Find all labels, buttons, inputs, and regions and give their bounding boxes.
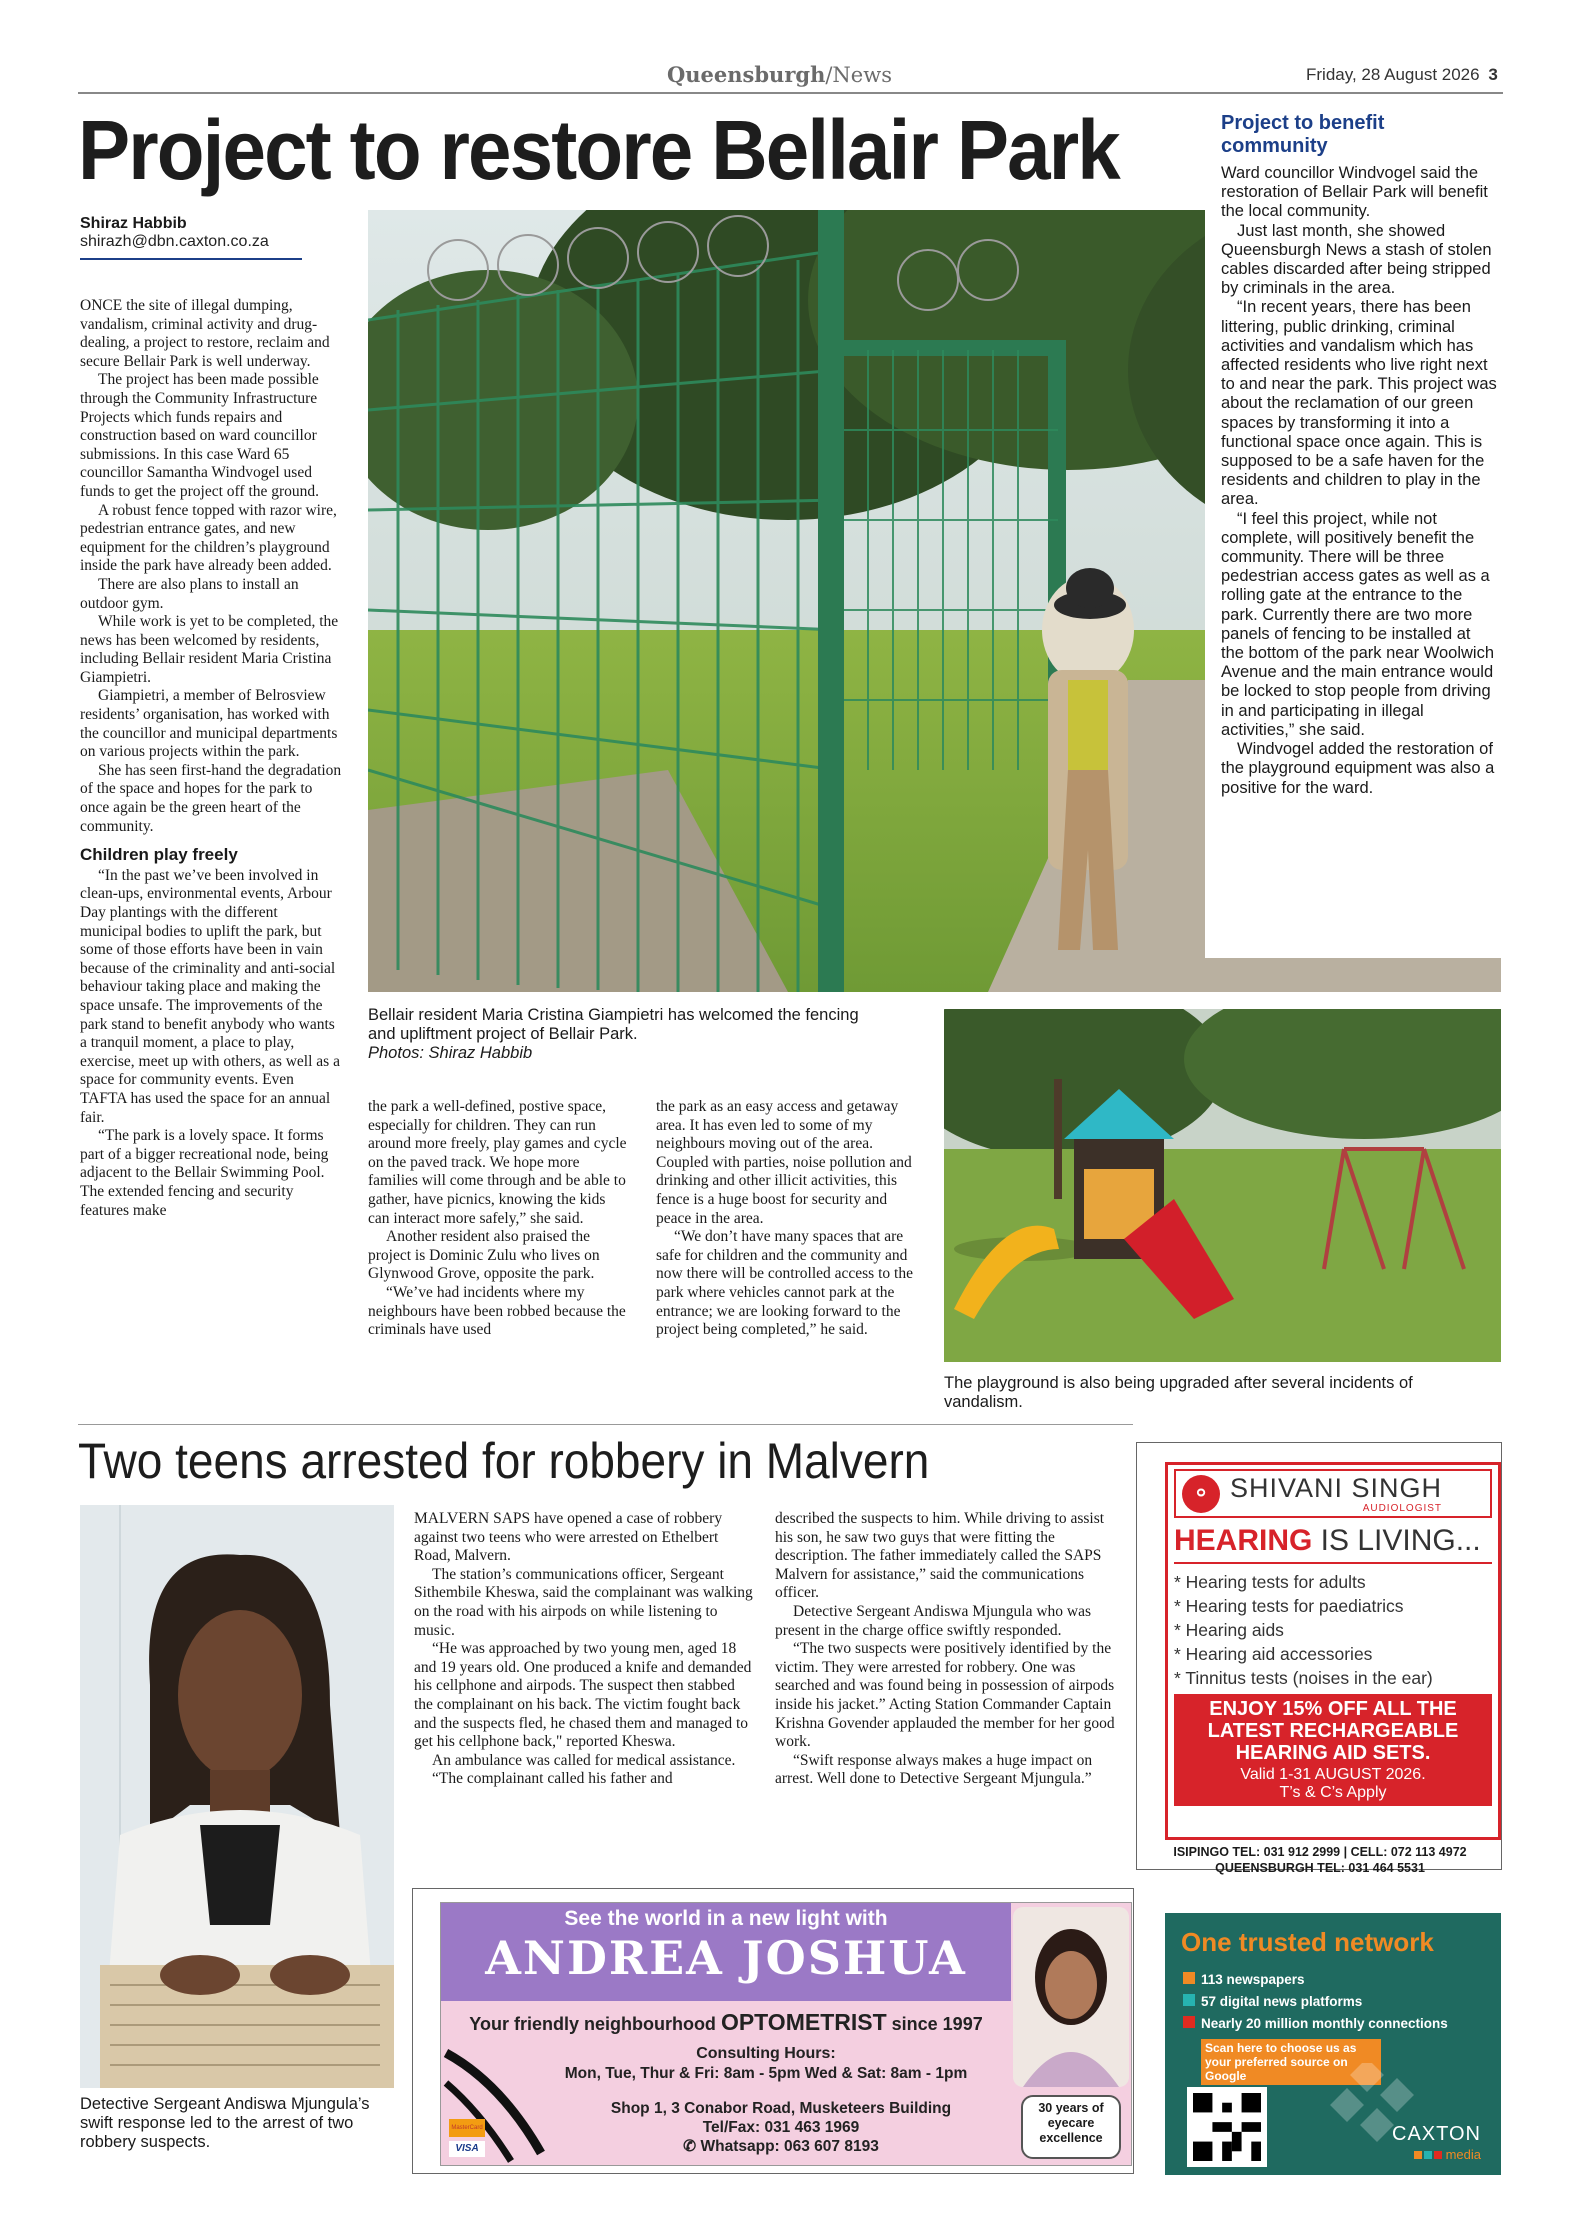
color-bars-icon	[1414, 2151, 1422, 2159]
date-text: Friday, 28 August 2026	[1306, 65, 1480, 84]
card-mastercard: MasterCard	[449, 2119, 485, 2137]
contact-isipingo: ISIPINGO TEL: 031 912 2999 | CELL: 072 113 4972	[1173, 1845, 1467, 1859]
header-rule	[78, 92, 1503, 94]
opto-address	[551, 2099, 1011, 2156]
address-text: Shop 1, 3 Conabor Road, Musketeers Building	[610, 2100, 952, 2117]
byline-name: Shiraz Habbib	[80, 215, 187, 232]
story2-column-1	[414, 1510, 754, 1789]
story1-column-2	[368, 1098, 630, 1340]
opto-top: See the world in a new light with	[564, 1907, 888, 1930]
paragraph: “The park is a lovely space. It forms part of a bigger recreational node, being adjacent to the Bellair Swimming Pool. The extended fencing and security features make	[80, 1127, 329, 1219]
opto-years-badge: 30 years of eyecare excellence	[1021, 2095, 1121, 2159]
sidebar-heading: Project to benefit community	[1221, 112, 1385, 157]
tel-text: Tel/Fax: 031 463 1969	[702, 2119, 860, 2136]
paragraph: Giampietri, a member of Belrosview residents’ organisation, has worked with the councillor and municipal departments on various projects within the park.	[80, 687, 338, 761]
byline-rule	[80, 258, 302, 260]
sidebar-box	[1205, 108, 1503, 958]
caxton-title: One trusted network	[1181, 1927, 1434, 1957]
paragraph: “In the past we’ve been involved in clean-ups, environmental events, Arbour Day plantings with the different municipal bodies to uplift the park, but some of those efforts have been in vain because of the criminality and anti-social behaviour taking place and making the space unsafe. The improvements of the park stand to benefit anybody who wants a tranquil moment, a place to play, exercise, meet up with others, as well as a space for community events. Even TAFTA has used the space for an annual fair.	[80, 866, 340, 1126]
audiologist-title: AUDIOLOGIST	[1362, 1503, 1443, 1514]
paragraph: “I feel this project, while not complete, will positively benefit the community. There will be three pedestrian access gates as well as a rolling gate at the entrance to the park. Currently there are two more panels of fencing to be installed at the bottom of the park near Woolwich Avenue and the main entrance would be locked to stop people from driving in and participating in illegal activities,” she said.	[1221, 509, 1495, 739]
subhead-children: Children play freely	[80, 845, 238, 865]
headline-bellair: Project to restore Bellair Park	[78, 103, 1119, 197]
paragraph: Just last month, she showed Queensburgh News a stash of stolen cables discarded after being stripped by criminals in the area.	[1221, 221, 1492, 298]
service-item: * Hearing aids	[1174, 1620, 1284, 1640]
caption-playground: The playground is also being upgraded after several incidents of vandalism.	[944, 1374, 1413, 1411]
square-icon	[1183, 1972, 1195, 1984]
paragraph: She has seen first-hand the degradation of the space and hopes for the park to once again be the green heart of the community.	[80, 761, 342, 835]
hours-title: Consulting Hours:	[696, 2045, 836, 2062]
service-item: * Tinnitus tests (noises in the ear)	[1174, 1668, 1433, 1688]
paragraph: “The complainant called his father and	[432, 1770, 673, 1788]
card-visa: VISA	[449, 2141, 485, 2157]
paragraph: Ward councillor Windvogel said the restoration of Bellair Park will benefit the local community.	[1221, 164, 1488, 221]
opto-portrait	[1013, 1907, 1129, 2087]
sidebar-text	[1221, 164, 1497, 798]
opto-name: ANDREA JOSHUA	[485, 1931, 967, 1985]
caxton-brand: CAXTON	[1392, 2123, 1481, 2145]
whatsapp-text: Whatsapp: 063 607 8193	[700, 2138, 879, 2155]
photo-credit: Photos: Shiraz Habbib	[368, 1044, 533, 1062]
paragraph: described the suspects to him. While driving to assist his son, he saw two guys that were fitting the description. The father immediately called the SAPS Malvern for assistance,” said the communications officer.	[775, 1510, 1105, 1602]
paragraph: “The two suspects were positively identified by the victim. They were arrested for robbery. One was searched and was found being in possession of airpods inside his jacket.” Acting Station Commander Captain Krishna Govender applauded the member for her good work.	[775, 1640, 1115, 1751]
offer-terms: T’s & C’s Apply	[1279, 1784, 1387, 1801]
caxton-item	[1183, 2013, 1448, 2035]
service-item: * Hearing aid accessories	[1174, 1644, 1373, 1664]
paragraph: There are also plans to install an outdoor gym.	[80, 575, 299, 612]
opto-tagline	[441, 2009, 1011, 2036]
ear-icon: ⚬	[1182, 1475, 1220, 1513]
caxton-item-text: 113 newspapers	[1201, 1972, 1305, 1987]
paragraph: The station’s communications officer, Sergeant Sithembile Kheswa, said the complainant was walking on the road with his airpods on while listening to music.	[414, 1565, 753, 1639]
header-date	[1306, 65, 1498, 85]
opto-hours	[521, 2045, 1011, 2083]
ad-caxton[interactable]	[1165, 1913, 1501, 2175]
ad-optometrist[interactable]	[440, 1902, 1132, 2166]
whatsapp-icon: ✆	[683, 2138, 697, 2155]
paragraph: Another resident also praised the project is Dominic Zulu who lives on Glynwood Grove, opposite the park.	[368, 1228, 600, 1283]
caxton-item	[1183, 1991, 1448, 2013]
square-icon	[1183, 1994, 1195, 2006]
hearing-offer	[1174, 1694, 1492, 1806]
caption-text: Bellair resident Maria Cristina Giampietri has welcomed the fencing and upliftment project of Bellair Park.	[368, 1006, 859, 1043]
tag-pre: Your friendly neighbourhood	[469, 2014, 721, 2034]
masthead	[667, 62, 892, 87]
paragraph: “We don’t have many spaces that are safe for children and the community and now there will be controlled access to the park where vehicles cannot park at the entrance; we are looking forward to the project being completed,” he said.	[656, 1228, 913, 1339]
caxton-scan: Scan here to choose us as your preferred source on Google	[1201, 2039, 1381, 2085]
whatsapp-line	[551, 2137, 1011, 2156]
contact-queensburgh: QUEENSBURGH TEL: 031 464 5531	[1215, 1861, 1425, 1875]
paragraph: MALVERN SAPS have opened a case of robbery against two teens who were arrested on Ethelbert Road, Malvern.	[414, 1510, 723, 1565]
hours-text: Mon, Tue, Thur & Fri: 8am - 5pm Wed & Sat: 8am - 1pm	[564, 2065, 968, 2082]
paragraph: ONCE the site of illegal dumping, vandalism, criminal activity and drug-dealing, a project to restore, reclaim and secure Bellair Park is well underway.	[80, 297, 330, 370]
square-icon	[1183, 2016, 1195, 2028]
paragraph: A robust fence topped with razor wire, pedestrian entrance gates, and new equipment for the children’s playground inside the park have already been added.	[80, 501, 337, 575]
section-rule	[78, 1424, 1133, 1425]
story1-column-3	[656, 1098, 918, 1340]
service-item: * Hearing tests for adults	[1174, 1572, 1366, 1592]
offer-text: ENJOY 15% OFF ALL THE LATEST RECHARGEABLE HEARING AID SETS.	[1207, 1698, 1459, 1764]
page-number: 3	[1488, 65, 1498, 84]
hearing-tagline	[1174, 1524, 1492, 1558]
paragraph: “In recent years, there has been littering, public drinking, criminal activities and vandalism which has affected residents who live right next to and near the park. This project was about the reclamation of our green spaces by transforming it into a functional space once again. This is supposed to be a safe haven for the residents and children to play in the area.	[1221, 298, 1497, 509]
photo-detective	[80, 1505, 394, 2088]
service-item: * Hearing tests for paediatrics	[1174, 1596, 1404, 1616]
paragraph: Windvogel added the restoration of the playground equipment was also a positive for the ward.	[1221, 740, 1495, 797]
offer-valid: Valid 1-31 AUGUST 2026.	[1240, 1766, 1426, 1783]
tag-post: since 1997	[886, 2014, 983, 2034]
caxton-item-text: 57 digital news platforms	[1201, 1994, 1363, 2009]
story2-column-2	[775, 1510, 1115, 1789]
paragraph: The project has been made possible through the Community Infrastructure Projects which funds repairs and construction based on ward councillor submissions. In this case Ward 65 councillor Samantha Windvogel used funds to get the project off the ground.	[80, 371, 320, 500]
tagline-rest: IS LIVING...	[1312, 1524, 1481, 1557]
caption-detective: Detective Sergeant Andiswa Mjungula’s swift response led to the arrest of two robbery suspects.	[80, 2095, 370, 2151]
caxton-item-text: Nearly 20 million monthly connections	[1201, 2016, 1448, 2031]
byline	[80, 215, 269, 251]
story1-column-1	[80, 297, 342, 1220]
paragraph: the park a well-defined, postive space, especially for children. They can run around more freely, play games and cycle on the paved track. We hope more families will come through and be able to gather, have picnics, knowing the kids can interact more safely,” she said.	[368, 1098, 627, 1227]
masthead-section: /News	[825, 63, 892, 87]
photo-playground	[944, 1009, 1501, 1362]
caxton-sub-line	[1371, 2146, 1481, 2164]
paragraph: While work is yet to be completed, the news has been welcomed by residents, including Bellair resident Maria Cristina Giampietri.	[80, 613, 339, 686]
hearing-rule	[1174, 1562, 1492, 1564]
byline-email[interactable]: shirazh@dbn.caxton.co.za	[80, 233, 269, 250]
qr-code-icon[interactable]	[1187, 2087, 1267, 2167]
ad-hearing-header	[1174, 1469, 1492, 1518]
audiologist-name: SHIVANI SINGH	[1230, 1473, 1443, 1503]
tagline-bold: HEARING	[1174, 1524, 1313, 1557]
caxton-logo	[1371, 2123, 1481, 2164]
tag-bold: OPTOMETRIST	[720, 2009, 887, 2035]
hearing-services	[1174, 1570, 1492, 1690]
paragraph: the park as an easy access and getaway area. It has even led to some of my neighbours moving out of the area. Coupled with parties, noise pollution and drinking and other illicit activities, this fence is a huge boost for security and peace in the area.	[656, 1098, 912, 1227]
masthead-brand: Queensburgh	[667, 62, 826, 87]
caxton-sub: media	[1445, 2147, 1481, 2162]
opto-banner	[441, 1903, 1011, 2001]
paragraph: An ambulance was called for medical assistance.	[432, 1751, 736, 1769]
paragraph: “We’ve had incidents where my neighbours have been robbed because the criminals have used	[368, 1283, 626, 1339]
headline-malvern: Two teens arrested for robbery in Malvern	[78, 1433, 930, 1489]
paragraph: “He was approached by two young men, aged 18 and 19 years old. One produced a knife and demanded his cellphone and airpods. The suspect then stabbed the complainant on his back. The victim fought back and the suspects fled, he chased them and managed to get his cellphone back," reported Kheswa.	[414, 1640, 752, 1751]
caxton-list	[1183, 1969, 1448, 2035]
hearing-contacts	[1140, 1844, 1500, 1876]
paragraph: “Swift response always makes a huge impact on arrest. Well done to Detective Sergeant Mjungula.”	[775, 1751, 1093, 1788]
caption-gate	[368, 1006, 888, 1063]
paragraph: Detective Sergeant Andiswa Mjungula who was present in the charge office swiftly responded.	[775, 1602, 1092, 1639]
caxton-item	[1183, 1969, 1448, 1991]
ad-hearing[interactable]	[1165, 1462, 1501, 1840]
